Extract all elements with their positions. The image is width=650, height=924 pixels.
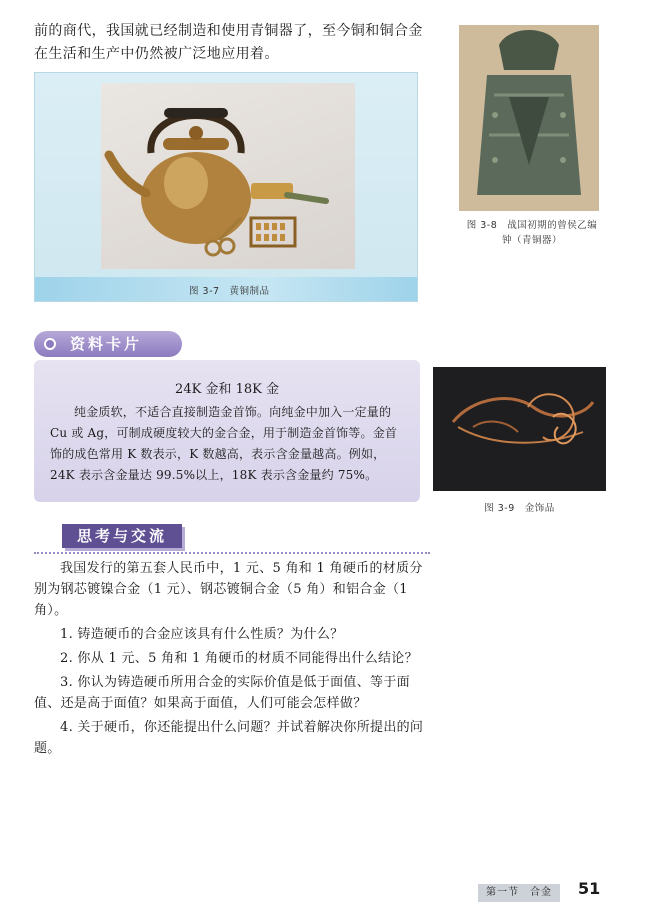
figure-3-8-caption-line2: 钟（青铜器） [501, 235, 562, 246]
dotted-divider [34, 552, 430, 554]
figure-brass-products [34, 72, 418, 302]
figure-gold-ornaments-photo [433, 367, 606, 491]
data-card-body: 纯金质软，不适合直接制造金首饰。向纯金中加入一定量的 Cu 或 Ag，可制成硬度较大的金合金，用于制造金首饰等。金首饰的成色常用 K 数表示，K 数越高，表示含金量越高。例如，24K 表示含金量达 99.5%以上，18K 表示含金量约 75%。 [50, 405, 398, 482]
figure-3-8-caption-line1: 图 3-8 战国初期的曾侯乙编 [466, 220, 598, 231]
figure-3-7-caption: 图 3-7 黄铜制品 [189, 286, 270, 297]
discussion-question-4: 4. 关于硬币，你还能提出什么问题？并试着解决你所提出的问题。 [34, 720, 424, 756]
section-label: 第一节 合金 [478, 884, 560, 902]
data-card-tab [34, 331, 182, 357]
gold-ornaments-illustration [433, 367, 606, 491]
data-card-title: 24K 金和 18K 金 [175, 382, 279, 397]
discussion-intro: 我国发行的第五套人民币中，1 元、5 角和 1 角硬币的材质分别为钢芯镀镍合金（1 元）、钢芯镀铜合金（5 角）和铝合金（1 角）。 [34, 561, 423, 618]
discussion-question-2: 2. 你从 1 元、5 角和 1 角硬币的材质不同能得出什么结论？ [60, 651, 418, 666]
discussion-tab: 思考与交流 [62, 524, 182, 548]
discussion-question-3: 3. 你认为铸造硬币所用合金的实际价值是低于面值、等于面值、还是高于面值？如果高于面值，人们可能会怎样做？ [34, 675, 410, 711]
page-number: 51 [578, 879, 601, 898]
bronze-bell-illustration [459, 25, 599, 211]
brass-products-photo [101, 83, 355, 269]
discussion-question-1: 1. 铸造硬币的合金应该具有什么性质？为什么？ [60, 627, 344, 642]
discussion-content [34, 558, 430, 759]
bullet-icon [44, 338, 56, 350]
brass-kettle-illustration [101, 83, 355, 269]
figure-3-8-caption [462, 218, 602, 248]
figure-bronze-bell-photo [459, 25, 599, 211]
intro-paragraph: 前的商代，我国就已经制造和使用青铜器了，至今铜和铜合金在生活和生产中仍然被广泛地应用着。 [34, 23, 423, 62]
figure-3-9-caption: 图 3-9 金饰品 [484, 503, 555, 514]
data-card [34, 360, 420, 502]
data-card-tab-label: 资料卡片 [70, 335, 143, 353]
